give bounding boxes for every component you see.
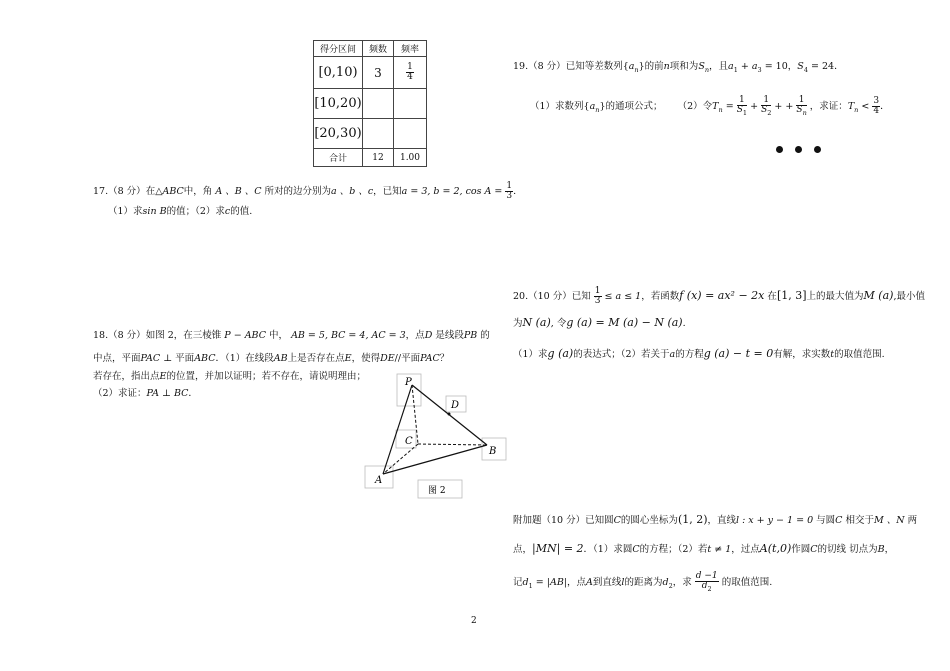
q19-fraction-three-quarters: $\frac{3}{4}$ — [873, 95, 880, 116]
q18-line3: 若存在，指出点E的位置，并加以证明；若不存在，请说明理由； — [93, 371, 366, 382]
edge-ab — [383, 445, 487, 474]
table-cell-interval: [20,30) — [314, 119, 363, 149]
edge-pc — [412, 385, 418, 444]
frequency-table — [313, 40, 427, 167]
q20-line2: 为N (a), 令g (a) = M (a) − N (a). — [513, 316, 686, 329]
figure-2-tetrahedron — [360, 370, 520, 502]
dot-icon — [795, 146, 802, 153]
table-row — [314, 119, 427, 149]
q19-line1: 19.（8 分）已知等差数列$\{a_n\}$的前n项和为$S_n$，且$a_1 + a_3 = 10$，$S_4 = 24$． — [513, 61, 844, 74]
table-cell-freq — [394, 89, 427, 119]
q19-fraction-n: $\frac{1}{S_n}$ — [796, 95, 807, 117]
table-row — [314, 57, 427, 89]
label-p: P — [405, 377, 412, 388]
ellipsis-dots — [776, 145, 833, 156]
q18-line1: 18.（8 分）如图 2，在三棱锥 P − ABC 中， AB = 5, BC = 4, AC = 3，点D 是线段PB 的 — [93, 330, 490, 341]
table-header-count: 频数 — [363, 41, 394, 57]
q18-line2: 中点，平面PAC ⊥ 平面ABC．（1）在线段AB上是否存在点E，使得DE//平面PAC？ — [93, 353, 450, 364]
table-total-freq: 1.00 — [394, 149, 427, 167]
table-cell-interval: [0,10) — [314, 57, 363, 89]
edge-pa — [383, 385, 412, 474]
page-number: 2 — [471, 616, 477, 626]
table-cell-freq: $\frac{1}{4}$ — [394, 57, 427, 89]
q19-fraction-2: $\frac{1}{S_2}$ — [761, 95, 772, 117]
table-cell-count: 3 — [363, 57, 394, 89]
table-total-count: 12 — [363, 149, 394, 167]
label-d: D — [451, 400, 460, 411]
label-c: C — [405, 436, 413, 447]
q19-line2: （1）求数列$\{a_n\}$的通项公式； （2）令$T_n$ = $\frac{1}{S_1}$ + $\frac{1}{S_2}$ + + $\frac{1}{S_n}$ ，求证：$T_n$ < $\frac{3}{4}$ ． — [530, 95, 890, 117]
table-cell-count — [363, 89, 394, 119]
table-total-label: 合计 — [314, 149, 363, 167]
dot-icon — [814, 146, 821, 153]
q20-fraction-one-third: $\frac{1}{3}$ — [594, 286, 601, 306]
extra-fraction: $\frac{d -1}{d_2}$ — [695, 571, 718, 593]
dot-icon — [776, 146, 783, 153]
extra-line1: 附加题（10 分）已知圆C的圆心坐标为(1, 2)，直线l : x + y − 1 = 0 与圆C 相交于M 、N 两 — [513, 513, 918, 526]
q17-cos-fraction: $\frac{1}{3}$ — [506, 181, 513, 201]
extra-line2: 点，|MN| = 2．（1）求圆C的方程；（2）若t ≠ 1，过点A(t,0)作圆C的切线 切点为B， — [513, 542, 895, 555]
extra-line3: 记$d_1 = |AB|$，点A到直线l的距离为$d_2$，求 $\frac{d -1}{d_2}$ 的取值范围. — [513, 571, 773, 593]
table-header-freq: 频率 — [394, 41, 427, 57]
q17-line2: （1）求sin B的值；（2）求c的值. — [108, 206, 253, 217]
q17-line1: 17.（8 分）在△ABC中，角 A 、B 、C 所对的边分别为a 、b 、c，已知a = 3, b = 2, cos A = $\frac{1}{3}$ . — [93, 181, 517, 201]
table-cell-freq — [394, 119, 427, 149]
table-row — [314, 89, 427, 119]
figure-caption: 图 2 — [428, 486, 446, 496]
q19-fraction-1: $\frac{1}{S_1}$ — [736, 95, 748, 117]
point-d — [448, 413, 451, 416]
q18-line4: （2）求证：PA ⊥ BC． — [93, 388, 198, 399]
q20-line3: （1）求g (a)的表达式；（2）若关于a的方程g (a) − t = 0有解，求实数t的取值范围. — [513, 347, 885, 360]
q20-line1: 20.（10 分）已知 $\frac{1}{3}$ ≤ a ≤ 1，若函数f (x) = ax² − 2x 在[1, 3]上的最大值为M (a),最小值 — [513, 286, 925, 306]
table-cell-interval: [10,20) — [314, 89, 363, 119]
table-total-row — [314, 149, 427, 167]
table-header-interval: 得分区间 — [314, 41, 363, 57]
label-a: A — [375, 475, 383, 486]
edge-cb — [418, 444, 487, 445]
table-cell-count — [363, 119, 394, 149]
label-b: B — [489, 446, 497, 457]
